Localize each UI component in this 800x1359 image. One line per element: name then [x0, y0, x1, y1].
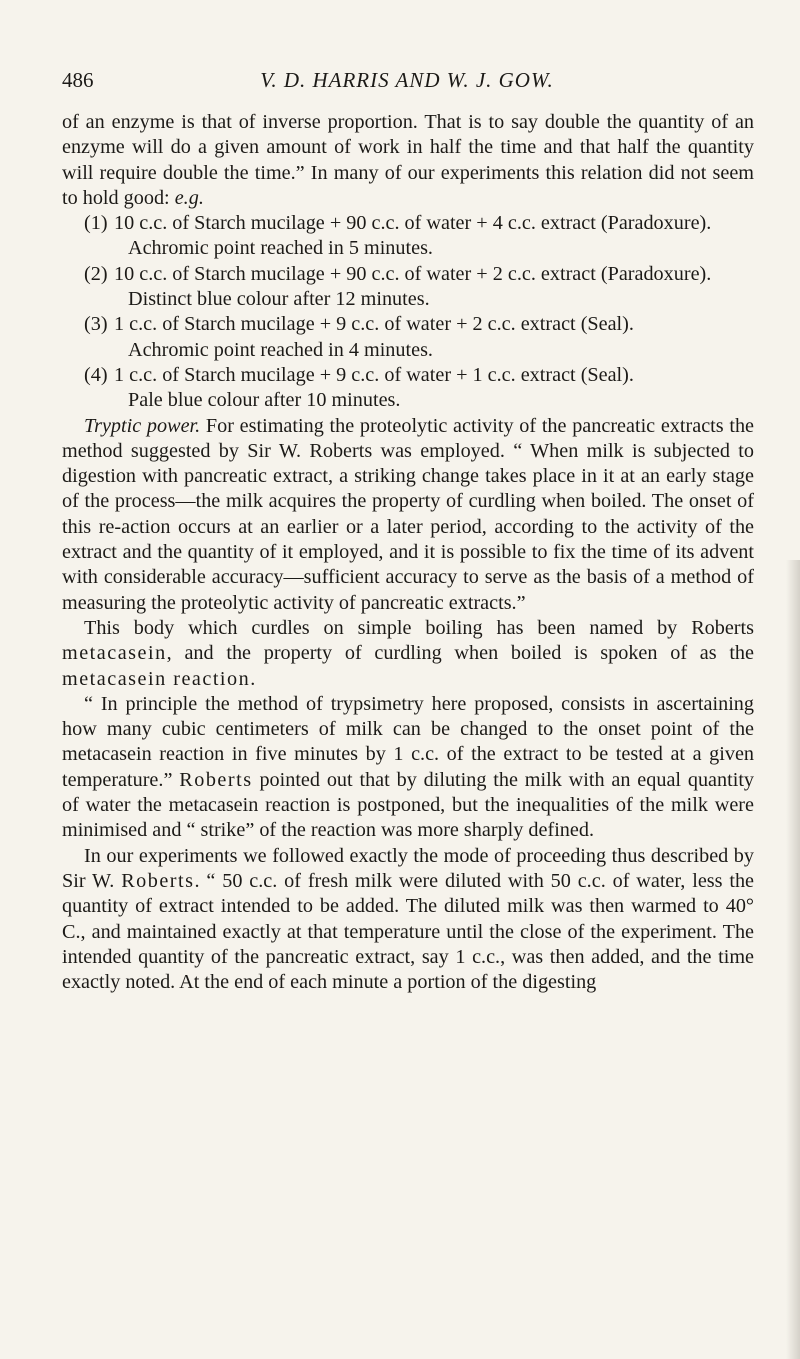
example-recipe: 1 c.c. of Starch mucilage + 9 c.c. of water + 2 c.c. extract (Seal). — [114, 313, 634, 336]
intro-paragraph: of an enzyme is that of inverse proportion. That is to say double the quantity of an enzyme will do a given amount of work in half the time and that half the quantity will require double the time.” In many of our experiments this relation did not seem to hold good: e.g. — [62, 111, 754, 209]
example-recipe: 1 c.c. of Starch mucilage + 9 c.c. of water + 1 c.c. extract (Seal). — [114, 363, 634, 386]
running-title: V. D. HARRIS AND W. J. GOW. — [260, 68, 554, 92]
example-recipe: 10 c.c. of Starch mucilage + 90 c.c. of water + 2 c.c. extract (Paradoxure). — [114, 262, 712, 285]
example-3 — [62, 312, 754, 363]
tryptic-paragraph: Tryptic power. For estimating the proteolytic activity of the pancreatic extracts the method suggested by Sir W. Roberts was employed. “ When milk is subjected to digestion with pancreatic extract, a striking change takes place in it at an early stage of the process—the milk acquires the property of curdling when boiled. The onset of this re-action occurs at an earlier or a later period, according to the activity of the extract and the quantity of it employed, and it is possible to fix the time of its advent with considerable accuracy—sufficient accuracy to serve as the basis of a method of measuring the proteolytic activity of pancreatic extracts.” — [62, 414, 754, 614]
example-number: (3) — [84, 313, 108, 336]
page-number: 486 — [62, 68, 94, 92]
example-result: Achromic point reached in 5 minutes. — [128, 237, 433, 260]
eg-abbrev: e.g. — [174, 186, 204, 209]
example-result: Achromic point reached in 4 minutes. — [128, 338, 433, 361]
example-number: (1) — [84, 212, 108, 235]
body-text — [62, 110, 754, 995]
principle-paragraph: “ In principle the method of trypsimetry here proposed, consists in ascertaining how many cubic centimeters of milk can be changed to the onset point of the metacasein reaction in five minutes by 1 c.c. of the extract to be tested at a given temperature.” Roberts pointed out that by diluting the milk with an equal quantity of water the metacasein reaction is postponed, but the inequalities of the milk were minimised and “ strike” of the reaction was more sharply defined. — [62, 692, 755, 842]
page-header — [62, 68, 752, 98]
example-2 — [62, 262, 754, 313]
term-metacasein: metacasein — [62, 642, 167, 665]
page-edge-shadow — [786, 560, 800, 1359]
tryptic-heading: Tryptic power. — [84, 414, 201, 437]
author-name: Roberts — [121, 869, 195, 892]
experiment-paragraph: In our experiments we followed exactly the mode of proceeding thus described by Sir W. Roberts. “ 50 c.c. of fresh milk were diluted with 50 c.c. of water, less the quantity of extract intended to be added. The diluted milk was then warmed to 40° C., and maintained exactly at that temperature until the close of the experiment. The intended quantity of the pancreatic extract, say 1 c.c., was then added, and the time exactly noted. At the end of each minute a portion of the digesting — [62, 844, 755, 994]
example-number: (2) — [84, 262, 108, 285]
author-name: Roberts — [179, 768, 253, 791]
term-metacasein-reaction: metacasein reaction — [62, 667, 251, 690]
example-1 — [62, 211, 754, 262]
metacasein-paragraph: This body which curdles on simple boiling has been named by Roberts metacasein, and the property of curdling when boiled is spoken of as the metacasein reaction. — [62, 616, 754, 690]
example-result: Pale blue colour after 10 minutes. — [128, 389, 401, 412]
example-4 — [62, 363, 754, 414]
example-number: (4) — [84, 363, 108, 386]
example-recipe: 10 c.c. of Starch mucilage + 90 c.c. of water + 4 c.c. extract (Paradoxure). — [114, 212, 712, 235]
example-result: Distinct blue colour after 12 minutes. — [128, 288, 430, 311]
